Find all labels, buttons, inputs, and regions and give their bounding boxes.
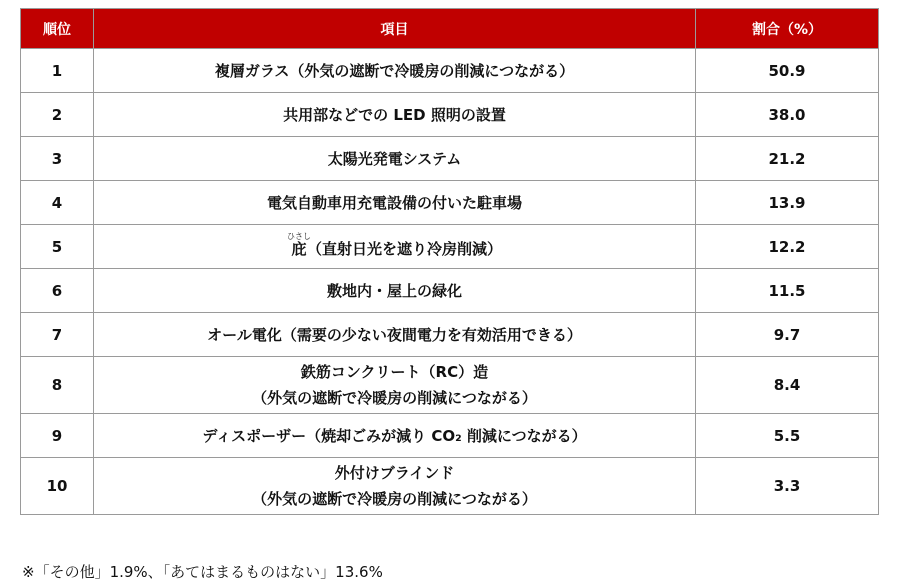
- percent-cell: 38.0: [696, 93, 879, 137]
- item-text: 外付けブラインド: [334, 464, 455, 482]
- item-cell: [94, 137, 696, 181]
- ruby-annotation: 庇ひさし: [286, 231, 311, 258]
- rank-cell: 1: [21, 49, 94, 93]
- percent-cell: 21.2: [696, 137, 879, 181]
- ranking-table: [20, 8, 879, 515]
- item-text: 敷地内・屋上の緑化: [326, 281, 462, 300]
- item-text: 太陽光発電システム: [327, 149, 462, 168]
- item-text: ディスポーザー（焼却ごみが減り CO₂ 削減につながる）: [202, 426, 587, 445]
- rank-cell: 7: [21, 313, 94, 357]
- item-cell: [94, 181, 696, 225]
- rank-cell: 3: [21, 137, 94, 181]
- percent-cell: 13.9: [696, 181, 879, 225]
- item-text: 複層ガラス（外気の遮断で冷暖房の削減につながる）: [214, 61, 575, 80]
- item-cell: [94, 414, 696, 458]
- item-text: 電気自動車用充電設備の付いた駐車場: [266, 193, 522, 212]
- item-subtext: （外気の遮断で冷暖房の削減につながる）: [252, 389, 537, 407]
- item-subtext: （外気の遮断で冷暖房の削減につながる）: [252, 490, 537, 508]
- rank-cell: 2: [21, 93, 94, 137]
- percent-cell: 5.5: [696, 414, 879, 458]
- ruby-text: ひさし: [286, 231, 311, 241]
- item-text: 共用部などでの LED 照明の設置: [283, 105, 506, 124]
- footnote: ※「その他」1.9%、「あてはまるものはない」13.6%: [22, 563, 383, 581]
- item-text: 鉄筋コンクリート（RC）造: [300, 363, 489, 381]
- rank-cell: 8: [21, 357, 94, 414]
- percent-cell: 50.9: [696, 49, 879, 93]
- rank-cell: 4: [21, 181, 94, 225]
- header-percent: 割合（%）: [696, 9, 879, 49]
- percent-cell: 9.7: [696, 313, 879, 357]
- item-text: オール電化（需要の少ない夜間電力を有効活用できる）: [207, 325, 582, 344]
- table-row: [21, 49, 879, 93]
- header-rank: 順位: [21, 9, 94, 49]
- item-cell: [94, 458, 696, 515]
- table-row: [21, 225, 879, 269]
- rank-cell: 10: [21, 458, 94, 515]
- item-text: [94, 232, 695, 262]
- item-cell: [94, 357, 696, 414]
- header-item: 項目: [94, 9, 696, 49]
- rank-cell: 6: [21, 269, 94, 313]
- table-row: [21, 269, 879, 313]
- table-row: [21, 458, 879, 515]
- item-cell: [94, 313, 696, 357]
- item-cell: [94, 49, 696, 93]
- percent-cell: 8.4: [696, 357, 879, 414]
- rank-cell: 9: [21, 414, 94, 458]
- table-row: [21, 313, 879, 357]
- percent-cell: 11.5: [696, 269, 879, 313]
- item-text-rest: （直射日光を遮り冷房削減）: [306, 239, 502, 258]
- table-row: [21, 414, 879, 458]
- table-row: [21, 181, 879, 225]
- percent-cell: 12.2: [696, 225, 879, 269]
- item-cell: [94, 269, 696, 313]
- percent-cell: 3.3: [696, 458, 879, 515]
- table-row: [21, 137, 879, 181]
- table-row: [21, 357, 879, 414]
- rank-cell: 5: [21, 225, 94, 269]
- item-cell: [94, 93, 696, 137]
- table-header-row: [21, 9, 879, 49]
- table-row: [21, 93, 879, 137]
- item-cell: [94, 225, 696, 269]
